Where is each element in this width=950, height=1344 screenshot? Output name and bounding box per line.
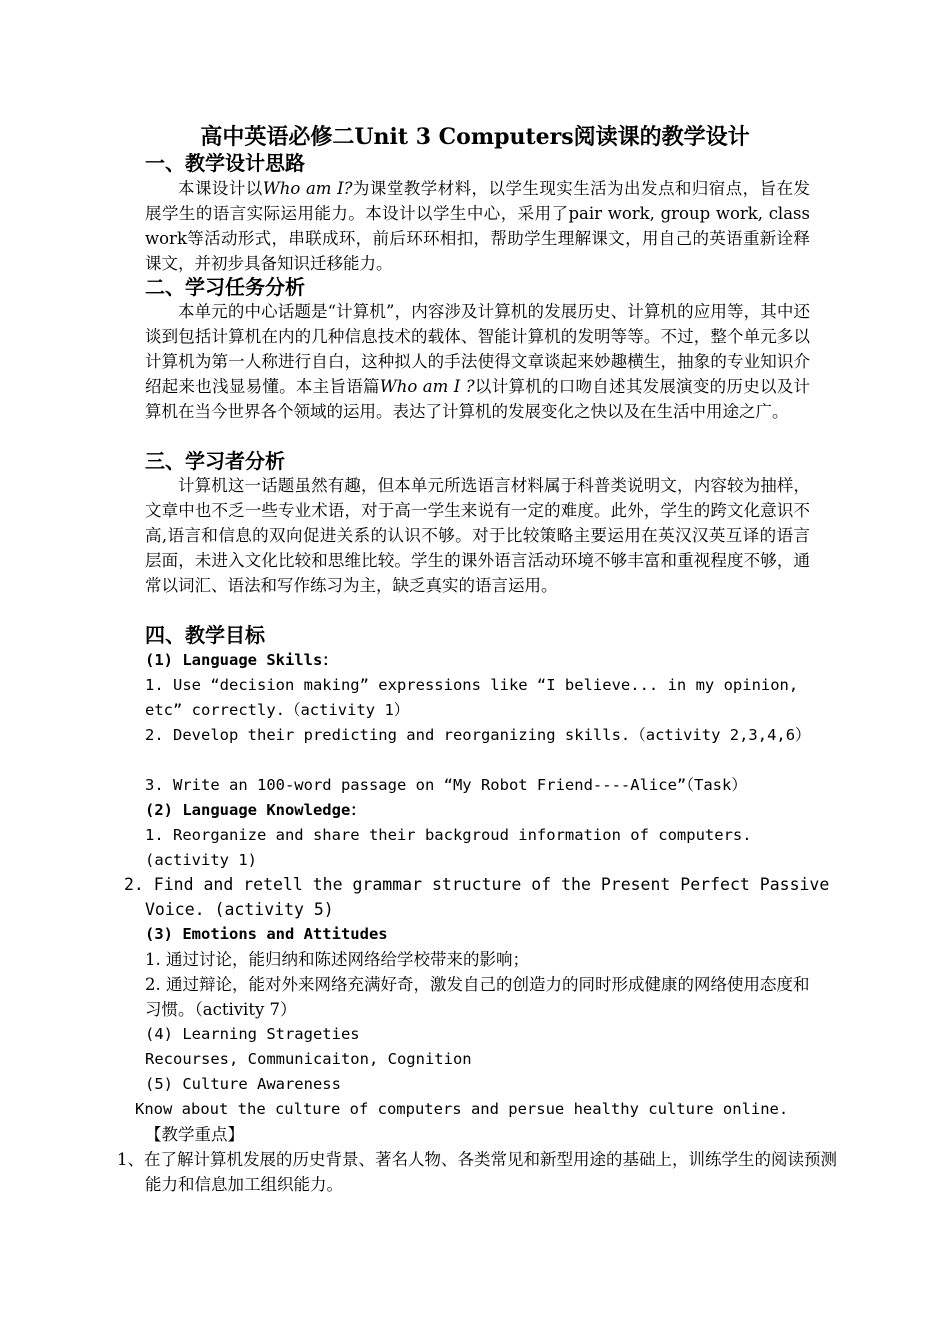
design-idea-text-b: 为课堂教学材料，以学生现实生活为出发点和归宿点，旨在发展学生的语言实际运用能力。本设计以学生中心，采用了pair work, group work, class work等活动形式，串联成环，前后环环相扣，帮助学生理解课文，用自己的英语重新诠释课文，并初步具备知识迁移能力。	[145, 179, 811, 273]
language-knowledge-title: (2) Language Knowledge：	[145, 801, 366, 819]
task-analysis-italic-title: Who am I ?	[379, 377, 475, 396]
emotions-attitudes-title: (3) Emotions and Attitudes	[145, 925, 388, 943]
learning-strategies-title: (4) Learning Strageties	[145, 1025, 360, 1043]
document-title: 高中英语必修二Unit 3 Computers阅读课的教学设计	[200, 124, 750, 150]
culture-awareness-item: Know about the culture of computers and persue healthy culture online.	[135, 1100, 789, 1118]
emotions-attitudes-item-2: 2. 通过辩论，能对外来网络充满好奇，激发自己的创造力的同时形成健康的网络使用态度和习惯。（activity 7）	[145, 975, 810, 1019]
design-idea-italic-title: Who am I?	[262, 179, 353, 198]
culture-awareness-title: (5) Culture Awareness	[145, 1075, 341, 1093]
emotions-attitudes-item-1: 1. 通过讨论，能归纳和陈述网络给学校带来的影响；	[145, 950, 529, 969]
learning-strategies-item: Recourses, Communicaiton, Cognition	[145, 1050, 472, 1068]
language-skill-item-2: 2. Develop their predicting and reorganizing skills.（activity 2,3,4,6）	[145, 726, 811, 744]
section-heading-design-idea: 一、教学设计思路	[145, 151, 305, 175]
design-idea-paragraph	[145, 176, 810, 276]
section-heading-objectives: 四、教学目标	[145, 623, 265, 647]
task-analysis-paragraph	[145, 299, 810, 424]
language-knowledge-item-1: 1. Reorganize and share their backgroud information of computers.(activity 1)	[145, 826, 752, 869]
task-analysis-text-a: 本单元的中心话题是“计算机”，内容涉及计算机的发展历史、计算机的应用等，其中还谈到包括计算机在内的几种信息技术的载体、智能计算机的发明等等。不过，整个单元多以计算机为第一人称进行自白，这种拟人的手法使得文章谈起来妙趣横生，抽象的专业知识介绍起来也浅显易懂。本主旨语篇	[145, 302, 810, 396]
design-idea-text-a: 本课设计以	[178, 179, 263, 198]
task-analysis-text-b: 以计算机的口吻自述其发展演变的历史以及计算机在当今世界各个领域的运用。表达了计算机的发展变化之快以及在生活中用途之广。	[145, 377, 811, 421]
key-points-item-1: 1、在了解计算机发展的历史背景、著名人物、各类常见和新型用途的基础上，训练学生的阅读预测能力和信息加工组织能力。	[117, 1150, 837, 1194]
key-points-title: 【教学重点】	[145, 1125, 244, 1144]
learner-analysis-paragraph: 计算机这一话题虽然有趣，但本单元所选语言材料属于科普类说明文，内容较为抽样，文章中也不乏一些专业术语，对于高一学生来说有一定的难度。此外，学生的跨文化意识不高,语言和信息的双向促进关系的认识不够。对于比较策略主要运用在英汉汉英互译的语言层面，未进入文化比较和思维比较。学生的课外语言活动环境不够丰富和重视程度不够，通常以词汇、语法和写作练习为主，缺乏真实的语言运用。	[145, 476, 810, 595]
section-heading-learner-analysis: 三、学习者分析	[145, 449, 285, 473]
language-knowledge-item-2: 2. Find and retell the grammar structure of the Present Perfect Passive Voice. (activity 5)	[124, 875, 830, 919]
language-skill-item-3: 3. Write an 100-word passage on “My Robot Friend----Alice”（Task）	[145, 776, 747, 794]
language-skills-title: (1) Language Skills：	[145, 651, 338, 669]
section-heading-task-analysis: 二、学习任务分析	[145, 275, 305, 299]
language-skill-item-1: 1. Use “decision making” expressions like “I believe... in my opinion, etc” correctly.（activity 1）	[145, 676, 799, 719]
